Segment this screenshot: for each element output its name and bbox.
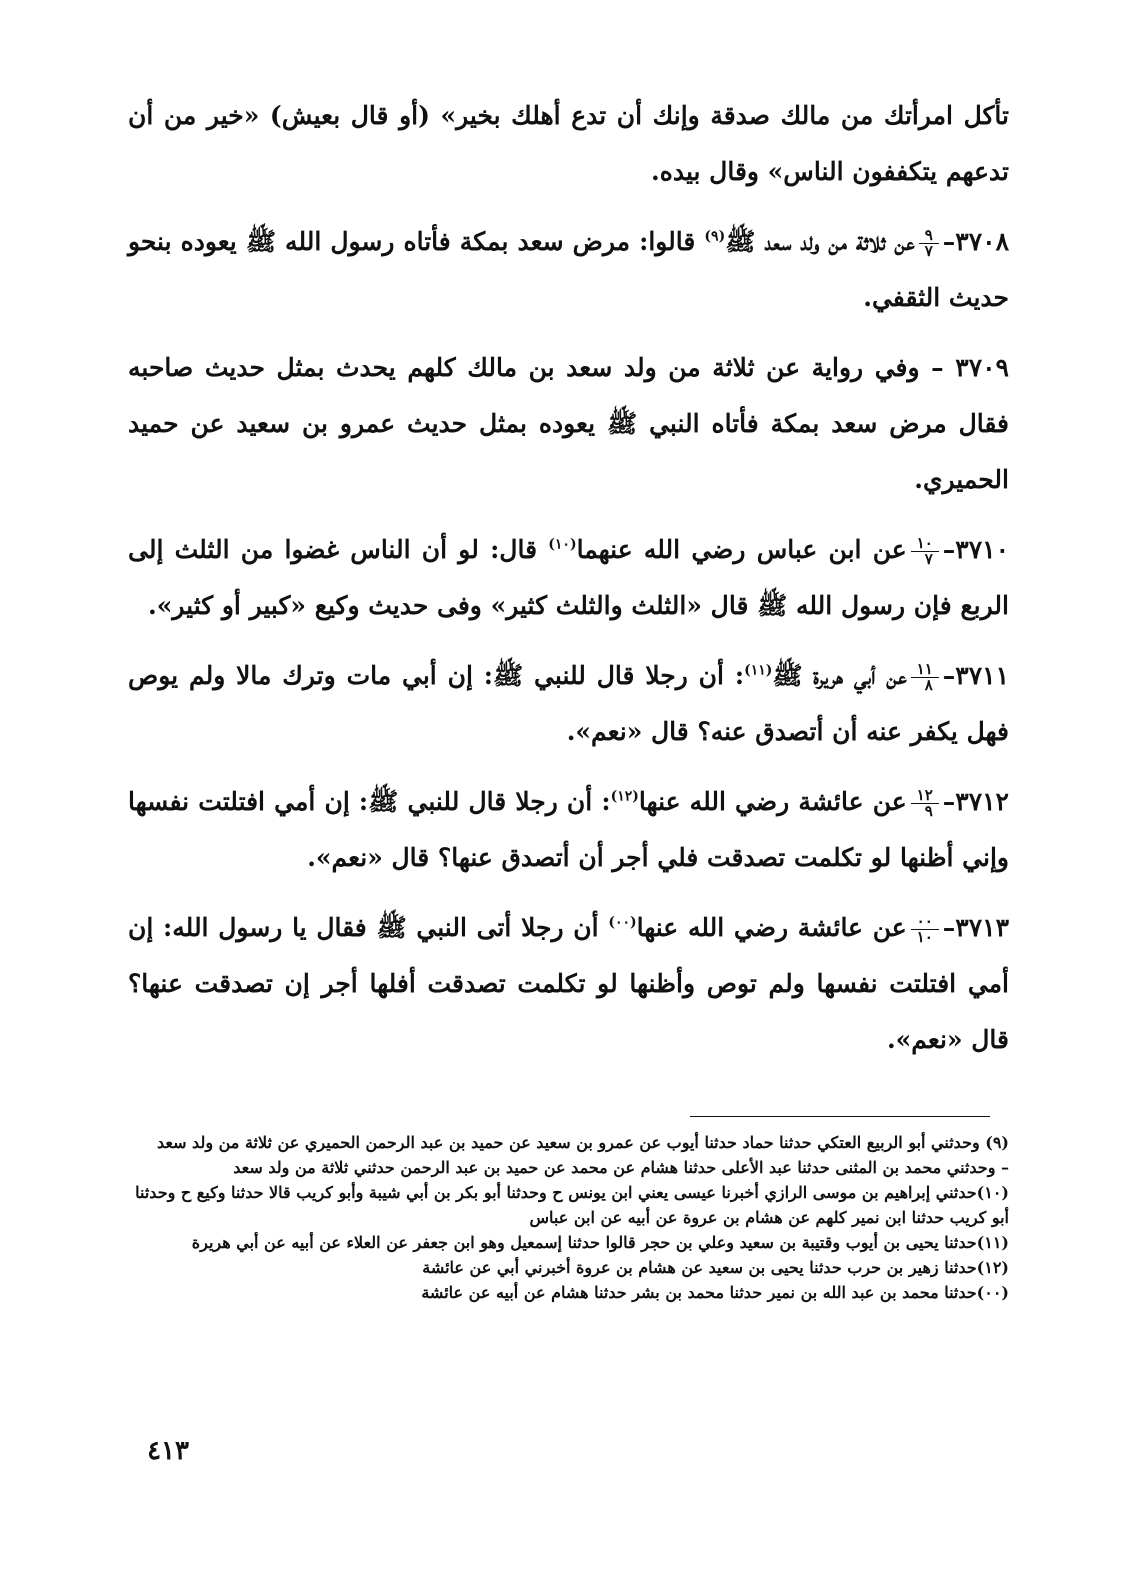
hadith-3713: ٣٧١٣– $\frac{٠٠}{١٠}$ عن عائشة رضي الله عنها$^{(٠٠)}$ أن رجلا أتى النبي ﷺ فقال يا رسول الله: إن أمي افتلتت نفسها ولم توص وأظنها لو تكلمت تصدقت أفلها أجر إن تصدقت عنها؟ قال «نعم». (128, 912, 1009, 1054)
footnote-ref: (٩) (704, 228, 726, 245)
hadith-number: ٣٧١١ (955, 661, 1009, 690)
footnote: (٩) وحدثني أبو الربيع العتكي حدثنا حماد حدثنا أيوب عن عمرو بن سعيد عن حميد بن عبد الرحمن الحميري عن ثلاثة من ولد سعد (156, 1133, 1009, 1152)
paragraph-text: تأكل امرأتك من مالك صدقة وإنك أن تدع أهلك بخير» (أو قال بعيش) «خير من أن تدعهم يتكففون الناس» وقال بيده. (128, 101, 1009, 186)
hadith-number: ٣٧٠٩ (955, 353, 1009, 382)
footnote: (١١)حدثنا يحيى بن أيوب وقتيبة بن سعيد وعلي بن حجر قالوا حدثنا إسمعيل وهو ابن جعفر عن العلاء عن أبيه عن أبي هريرة (191, 1233, 1009, 1252)
hadith-number: ٣٧٠٨ (955, 227, 1009, 256)
footnote-divider (690, 1116, 990, 1117)
footnote: – وحدثني محمد بن المثنى حدثنا عبد الأعلى حدثنا هشام عن محمد عن حميد بن عبد الرحمن حدثني ثلاثة من ولد سعد (233, 1158, 1009, 1177)
hadith-text: – وفي رواية عن ثلاثة من ولد سعد بن مالك كلهم يحدث بمثل حديث صاحبه فقال مرض سعد بمكة فأتاه النبي ﷺ يعوده بمثل حديث عمرو بن سعيد عن حميد الحميري. (128, 353, 1009, 494)
hadith-text-b: قالوا: مرض سعد بمكة فأتاه رسول الله ﷺ يعوده بنحو حديث الثقفي. (128, 227, 1009, 312)
fraction-bottom: ١٠ (916, 928, 933, 946)
page-number: ٤١٣ (147, 1436, 189, 1466)
footnote-ref: (٠٠) (608, 914, 637, 931)
hadith-text-a: عن ابن عباس رضي الله عنهما (576, 535, 907, 564)
hadith-fraction (919, 228, 939, 259)
hadith-text-a: عن عائشة رضي الله عنها (638, 787, 907, 816)
fraction-top: ١٢ (911, 788, 939, 804)
hadith-fraction (911, 662, 939, 693)
main-text (128, 88, 1009, 1082)
footnote: (١٠)حدثني إبراهيم بن موسى الرازي أخبرنا عيسى يعني ابن يونس ح وحدثنا أبو بكر بن أبي شيبة وأبو كريب قالا حدثنا وكيع ح وحدثنا أبو كريب حدثنا ابن نمير كلهم عن هشام بن عروة عن أبيه عن ابن عباس (135, 1183, 1009, 1227)
hadith-text-a: عن عائشة رضي الله عنها (636, 913, 907, 942)
hadith-text-b: قال: لو أن الناس غضوا من الثلث إلى الربع فإن رسول الله ﷺ قال «الثلث والثلث كثير» وفى حديث وكيع «كبير أو كثير». (128, 535, 1009, 620)
hadith-text-a: عن أبي هريرة ﷺ (772, 661, 907, 690)
hadith-fraction (911, 914, 939, 945)
footnote: (٠٠)حدثنا محمد بن عبد الله بن نمير حدثنا محمد بن بشر حدثنا هشام عن أبيه عن عائشة (421, 1283, 1009, 1302)
hadith-3711: ٣٧١١– $\frac{١١}{٨}$ عن أبي هريرة ﷺ$^{(١١)}$: أن رجلا قال للنبي ﷺ: إن أبي مات وترك مالا ولم يوص فهل يكفر عنه أن أتصدق عنه؟ قال «نعم». (128, 660, 1009, 746)
hadith-3712: ٣٧١٢– $\frac{١٢}{٩}$ عن عائشة رضي الله عنها$^{(١٢)}$: أن رجلا قال للنبي ﷺ: إن أمي افتلتت نفسها وإني أظنها لو تكلمت تصدقت فلي أجر أن أتصدق عنها؟ قال «نعم». (128, 786, 1009, 872)
footnotes (128, 1130, 1009, 1305)
footnote: (١٢)حدثنا زهير بن حرب حدثنا يحيى بن سعيد عن هشام بن عروة أخبرني أبي عن عائشة (422, 1258, 1009, 1277)
fraction-bottom: ٨ (924, 676, 933, 694)
footnote-ref: (١٠) (548, 536, 577, 553)
fraction-top: ١١ (911, 662, 939, 678)
footnote-ref: (١٢) (610, 788, 639, 805)
hadith-fraction (911, 536, 939, 567)
hadith-number: ٣٧١٠ (955, 535, 1009, 564)
hadith-text-a: عن ثلاثة من ولد سعد ﷺ (725, 227, 915, 256)
hadith-number: ٣٧١٢ (955, 787, 1009, 816)
hadith-3708: ٣٧٠٨– $\frac{٩}{٧}$ عن ثلاثة من ولد سعد ﷺ$^{(٩)}$ قالوا: مرض سعد بمكة فأتاه رسول الله ﷺ يعوده بنحو حديث الثقفي. (128, 226, 1009, 312)
fraction-bottom: ٩ (924, 802, 933, 820)
hadith-3710: ٣٧١٠– $\frac{١٠}{٧}$ عن ابن عباس رضي الله عنهما$^{(١٠)}$ قال: لو أن الناس غضوا من الثلث إلى الربع فإن رسول الله ﷺ قال «الثلث والثلث كثير» وفى حديث وكيع «كبير أو كثير». (128, 534, 1009, 620)
fraction-bottom: ٧ (924, 550, 933, 568)
footnote-ref: (١١) (744, 662, 773, 679)
hadith-number: ٣٧١٣ (955, 913, 1009, 942)
fraction-top: ١٠ (911, 536, 939, 552)
hadith-text-b: : أن رجلا قال للنبي ﷺ: إن أمي افتلتت نفسها وإني أظنها لو تكلمت تصدقت فلي أجر أن أتصدق عنها؟ قال «نعم». (128, 787, 1009, 872)
hadith-3709 (128, 340, 1009, 508)
fraction-top: ٠٠ (911, 914, 939, 930)
fraction-top: ٩ (919, 228, 939, 244)
paragraph-continuation (128, 88, 1009, 200)
hadith-text-b: أن رجلا أتى النبي ﷺ فقال يا رسول الله: إن أمي افتلتت نفسها ولم توص وأظنها لو تكلمت تصدقت أفلها أجر إن تصدقت عنها؟ قال «نعم». (128, 913, 1009, 1054)
fraction-bottom: ٧ (924, 242, 933, 260)
hadith-text-b: : أن رجلا قال للنبي ﷺ: إن أبي مات وترك مالا ولم يوص فهل يكفر عنه أن أتصدق عنه؟ قال «نعم». (128, 661, 1009, 746)
hadith-fraction (911, 788, 939, 819)
